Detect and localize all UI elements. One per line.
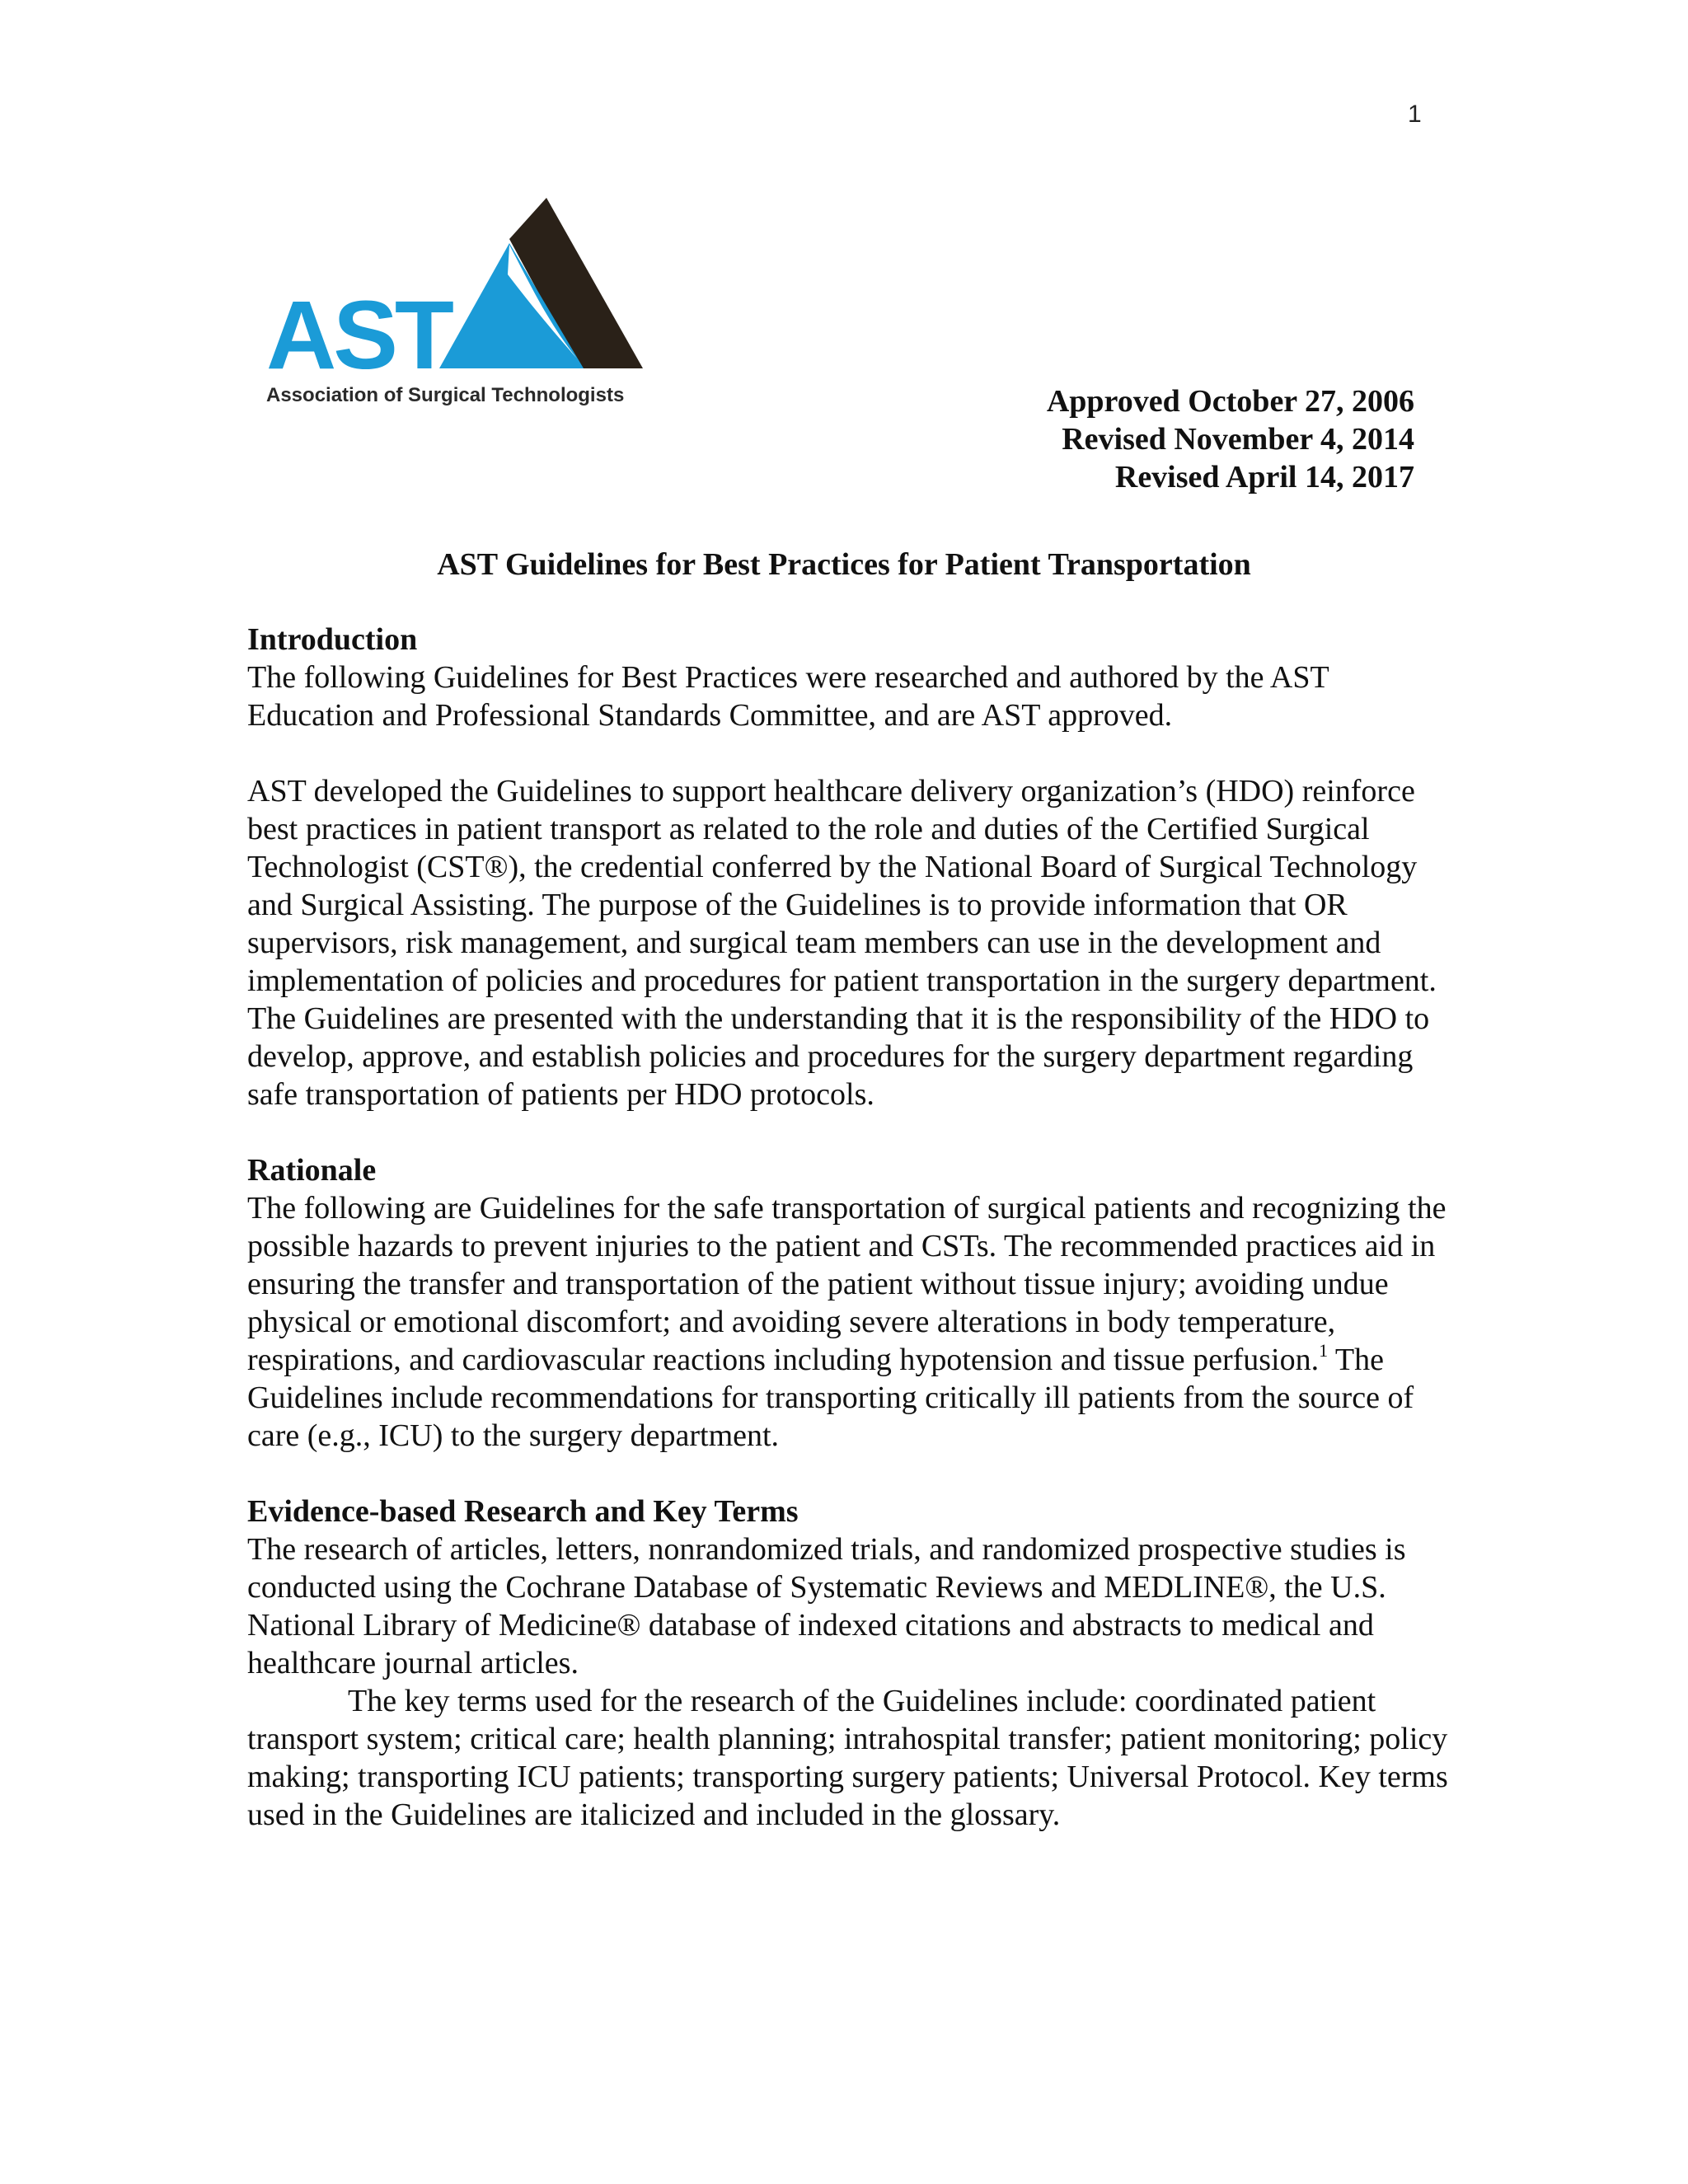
evidence-paragraph-1: The research of articles, letters, nonrandomized trials, and randomized prospective studies is conducted using the Cochrane Database of Systematic Reviews and MEDLINE®, the U.S. National Library of Medicine® database of indexed citations and abstracts to medical and healthcare journal articles.	[247, 1532, 1406, 1680]
revised-date-1: Revised November 4, 2014	[1062, 422, 1414, 457]
introduction-paragraph-1: The following Guidelines for Best Practices were researched and authored by the AST Education and Professional Standards Committee, and are AST approved.	[247, 660, 1329, 733]
evidence-paragraph-2: The key terms used for the research of the Guidelines include: coordinated patient transport system; critical care; health planning; intrahospital transfer; patient monitoring; policy making; transporting ICU patients; transporting surgery patients; Universal Protocol. Key terms used in the Guidelines are italicized and included in the glossary.	[247, 1684, 1448, 1832]
rationale-heading: Rationale	[247, 1153, 377, 1188]
revised-date-2: Revised April 14, 2017	[1114, 460, 1414, 494]
document-title: AST Guidelines for Best Practices for Patient Transportation	[437, 547, 1251, 582]
rationale-text-b: The Guidelines include recommendations for transporting critically ill patients from the source of care (e.g., ICU) to the surgery department.	[247, 1343, 1414, 1453]
logo-subtitle: Association of Surgical Technologists	[266, 384, 625, 406]
footnote-ref[interactable]: 1	[1319, 1340, 1329, 1361]
introduction-heading: Introduction	[247, 622, 418, 657]
introduction-paragraph-2: AST developed the Guidelines to support healthcare delivery organization’s (HDO) reinforce best practices in patient transport as related to the role and duties of the Certified Surgical Technologist (CST®), the credential conferred by the National Board of Surgical Technology and Surgical Assisting. The purpose of the Guidelines is to provide information that OR supervisors, risk management, and surgical team members can use in the development and implementation of policies and procedures for patient transportation in the surgery department. The Guidelines are presented with the understanding that it is the responsibility of the HDO to develop, approve, and establish policies and procedures for the surgery department regarding safe transportation of patients per HDO protocols.	[247, 774, 1437, 1112]
approval-dates	[1047, 382, 1414, 496]
rationale-text-a: The following are Guidelines for the safe transportation of surgical patients and recognizing the possible hazards to prevent injuries to the patient and CSTs. The recommended practices aid in ensuring the transfer and transportation of the patient without tissue injury; avoiding undue physical or emotional discomfort; and avoiding severe alterations in body temperature, respirations, and cardiovascular reactions including hypotension and tissue perfusion.	[247, 1191, 1447, 1377]
page-number: 1	[1408, 101, 1422, 128]
ast-logo	[262, 194, 658, 408]
rationale-paragraph	[247, 1189, 1451, 1455]
document-body	[247, 621, 1451, 1834]
logo-wordmark: AST	[266, 281, 451, 390]
evidence-heading: Evidence-based Research and Key Terms	[247, 1494, 799, 1529]
approved-date: Approved October 27, 2006	[1046, 384, 1414, 419]
